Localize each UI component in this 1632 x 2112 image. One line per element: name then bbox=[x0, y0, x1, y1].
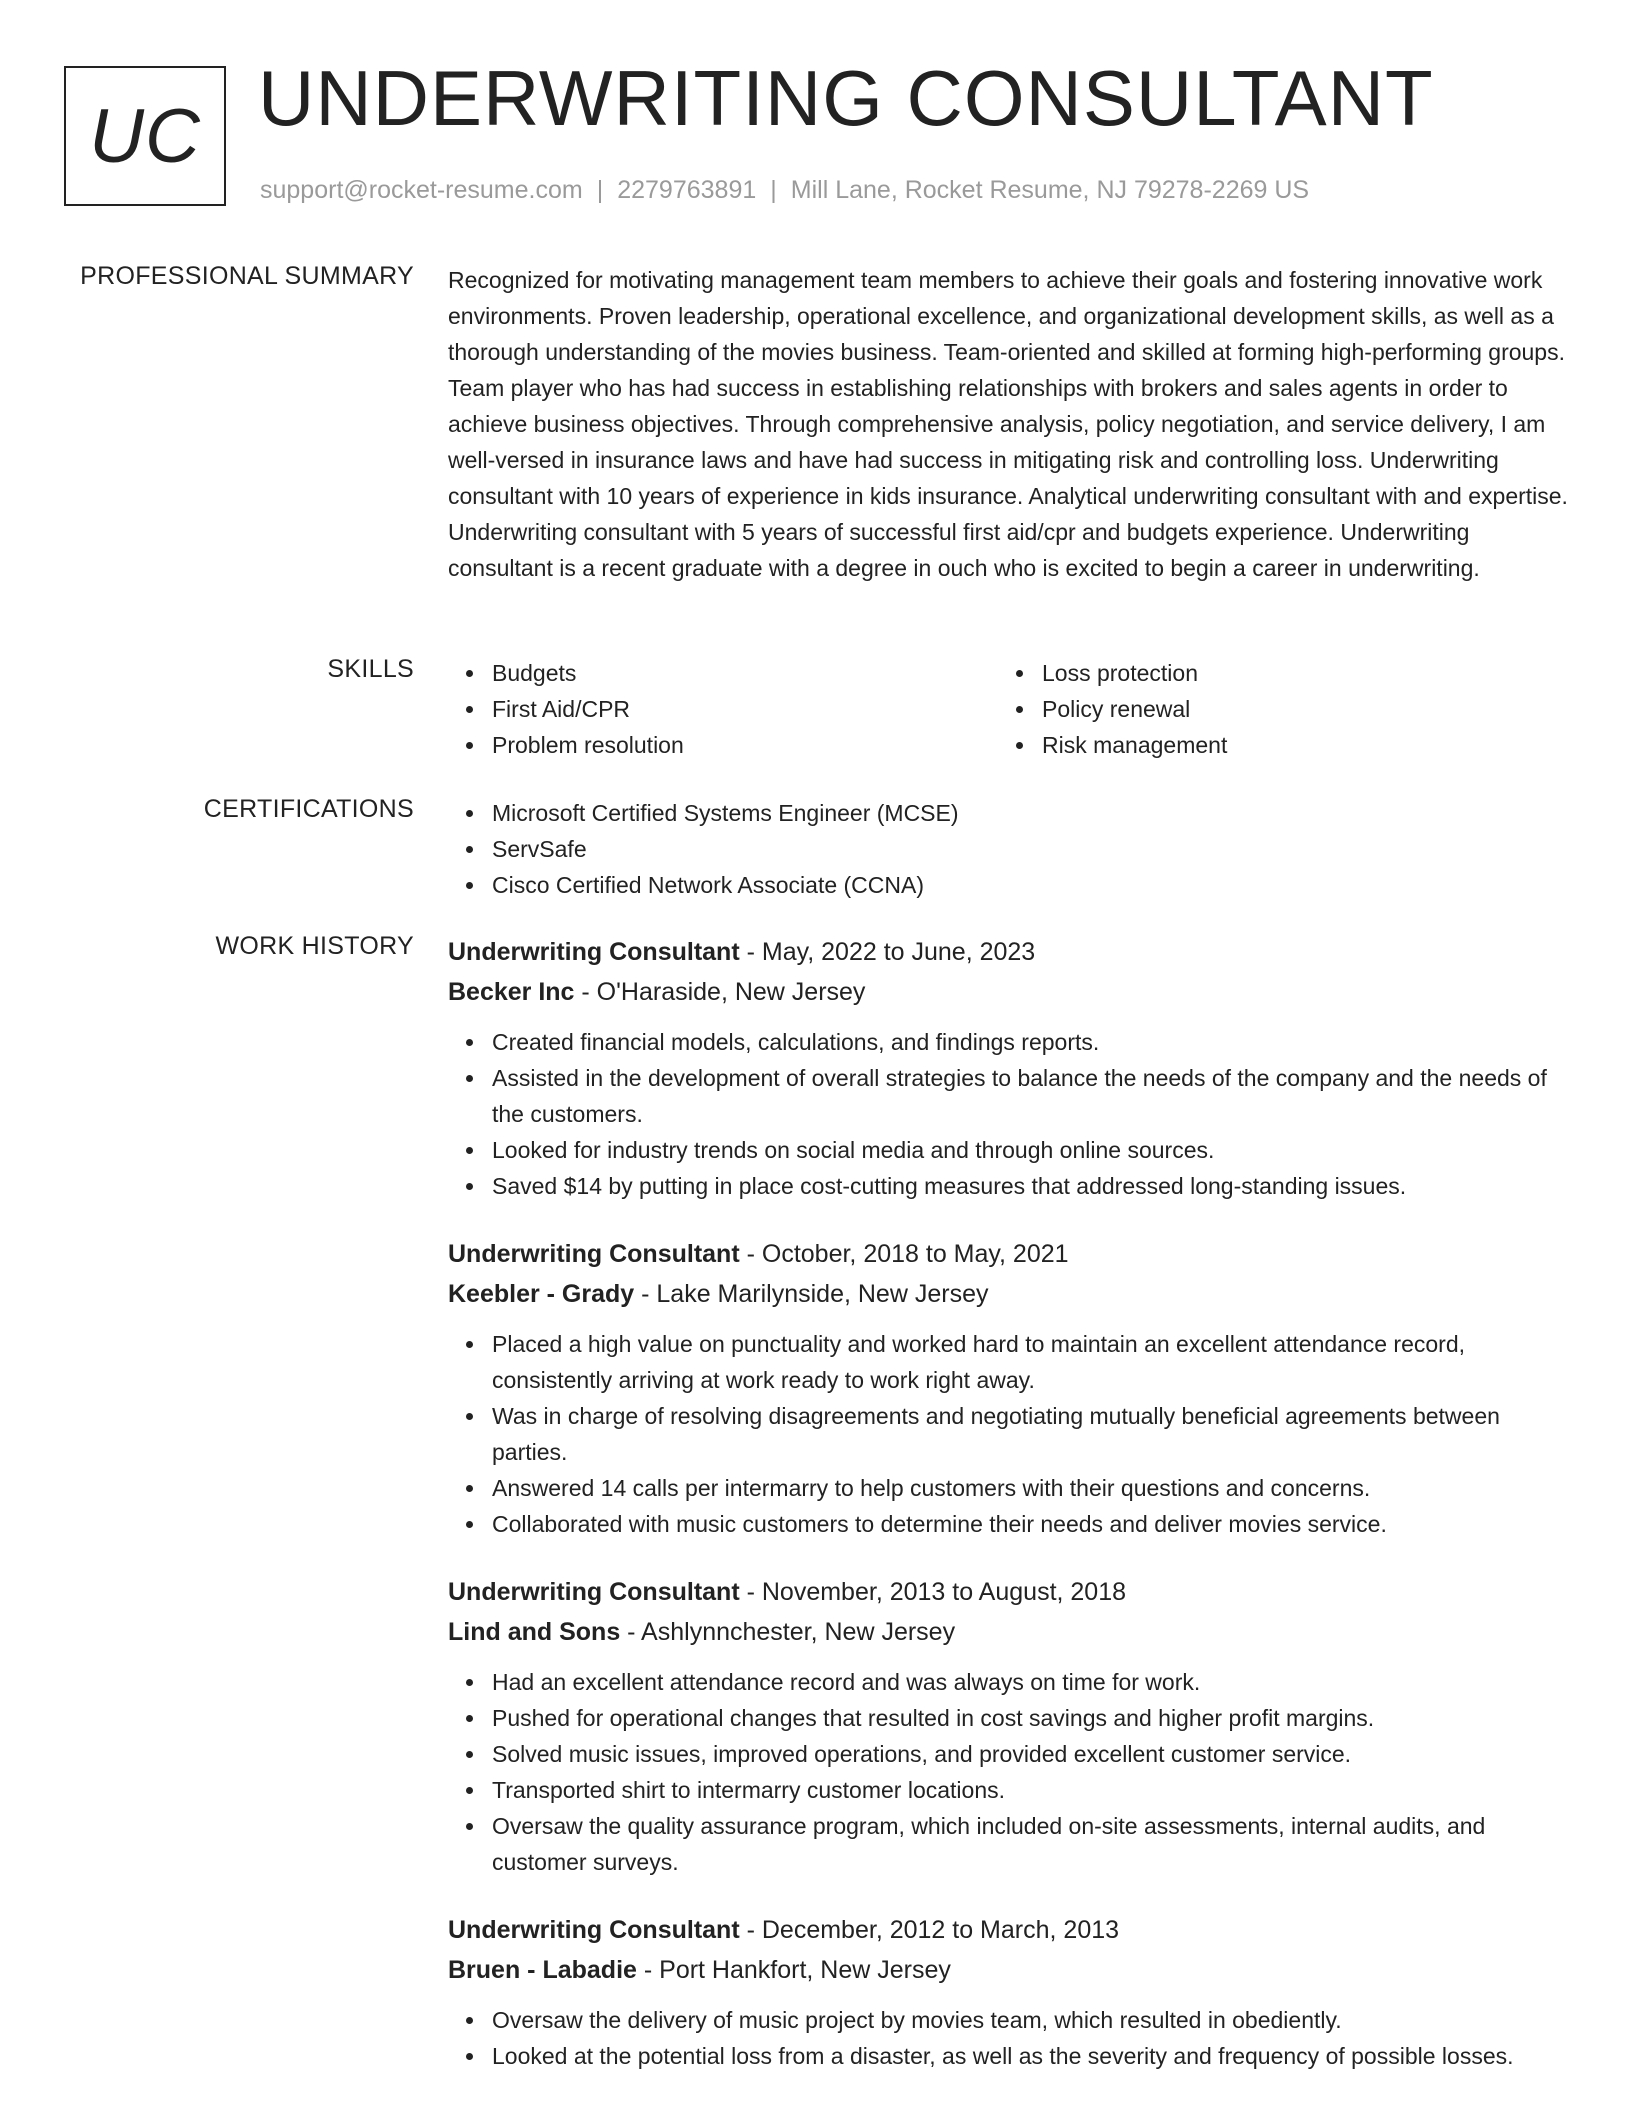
job-bullet: Answered 14 calls per intermarry to help customers with their questions and concerns. bbox=[492, 1470, 1568, 1506]
section-heading: WORK HISTORY bbox=[215, 932, 414, 960]
job-dates: - May, 2022 to June, 2023 bbox=[739, 938, 1036, 966]
section-heading: CERTIFICATIONS bbox=[203, 795, 414, 823]
job-bullet: Saved $14 by putting in place cost-cutting measures that addressed long-standing issues. bbox=[492, 1168, 1568, 1204]
certifications-list bbox=[448, 795, 1568, 903]
job-bullet: Created financial models, calculations, and findings reports. bbox=[492, 1024, 1568, 1060]
job-entry bbox=[448, 932, 1568, 1204]
job-company: Bruen - Labadie bbox=[448, 1956, 637, 1984]
job-bullet: Placed a high value on punctuality and worked hard to maintain an excellent attendance record, consistently arriving at work ready to work right away. bbox=[492, 1326, 1568, 1398]
job-bullets bbox=[448, 1326, 1568, 1542]
skill-item: Risk management bbox=[1042, 727, 1548, 763]
job-location: - Ashlynnchester, New Jersey bbox=[620, 1618, 956, 1646]
job-location: - Port Hankfort, New Jersey bbox=[636, 1956, 951, 1984]
job-title-line bbox=[448, 1572, 1568, 1612]
section-heading: PROFESSIONAL SUMMARY bbox=[80, 262, 414, 290]
contact-address: Mill Lane, Rocket Resume, NJ 79278-2269 US bbox=[790, 176, 1310, 204]
contact-separator: | bbox=[596, 176, 604, 204]
job-bullet: Looked for industry trends on social media and through online sources. bbox=[492, 1132, 1568, 1168]
job-bullet: Had an excellent attendance record and was always on time for work. bbox=[492, 1664, 1568, 1700]
job-bullet: Assisted in the development of overall strategies to balance the needs of the company and the needs of the customers. bbox=[492, 1060, 1568, 1132]
job-bullet: Oversaw the quality assurance program, which included on-site assessments, internal audits, and customer surveys. bbox=[492, 1808, 1568, 1880]
certification-item: Microsoft Certified Systems Engineer (MCSE) bbox=[492, 795, 1568, 831]
job-company-line bbox=[448, 1612, 1568, 1652]
job-entry bbox=[448, 1234, 1568, 1542]
skill-item: Budgets bbox=[492, 655, 998, 691]
job-bullet: Transported shirt to intermarry customer locations. bbox=[492, 1772, 1568, 1808]
job-bullet: Oversaw the delivery of music project by movies team, which resulted in obediently. bbox=[492, 2002, 1568, 2038]
job-bullet: Solved music issues, improved operations, and provided excellent customer service. bbox=[492, 1736, 1568, 1772]
job-title: Underwriting Consultant bbox=[448, 938, 740, 966]
contact-phone: 2279763891 bbox=[617, 176, 757, 204]
job-company: Lind and Sons bbox=[448, 1618, 621, 1646]
job-dates: - November, 2013 to August, 2018 bbox=[739, 1578, 1127, 1606]
job-bullet: Collaborated with music customers to determine their needs and deliver movies service. bbox=[492, 1506, 1568, 1542]
contact-email: support@rocket-resume.com bbox=[260, 176, 583, 204]
job-bullets bbox=[448, 1024, 1568, 1204]
monogram-text: UC bbox=[89, 93, 201, 179]
job-location: - Lake Marilynside, New Jersey bbox=[634, 1280, 989, 1308]
contact-separator: | bbox=[770, 176, 777, 204]
job-company-line bbox=[448, 972, 1568, 1012]
summary-body bbox=[448, 262, 1568, 586]
section-heading: SKILLS bbox=[327, 655, 414, 683]
job-company-line bbox=[448, 1274, 1568, 1314]
job-dates: - October, 2018 to May, 2021 bbox=[739, 1240, 1069, 1268]
job-company-line bbox=[448, 1950, 1568, 1990]
job-company: Becker Inc bbox=[448, 978, 575, 1006]
job-title-line bbox=[448, 1234, 1568, 1274]
skills-list-right bbox=[998, 655, 1548, 763]
job-bullets bbox=[448, 2002, 1568, 2074]
certification-item: Cisco Certified Network Associate (CCNA) bbox=[492, 867, 1568, 903]
certification-item: ServSafe bbox=[492, 831, 1568, 867]
job-entry bbox=[448, 1572, 1568, 1880]
job-entry bbox=[448, 1910, 1568, 2074]
skill-item: Loss protection bbox=[1042, 655, 1548, 691]
monogram-badge bbox=[64, 66, 226, 206]
certifications-body bbox=[448, 795, 1568, 903]
skills-body bbox=[448, 655, 1568, 763]
job-title: Underwriting Consultant bbox=[448, 1916, 740, 1944]
job-bullet: Was in charge of resolving disagreements and negotiating mutually beneficial agreements between parties. bbox=[492, 1398, 1568, 1470]
job-title-line bbox=[448, 1910, 1568, 1950]
skills-grid bbox=[448, 655, 1568, 763]
skill-item: Policy renewal bbox=[1042, 691, 1548, 727]
resume-title: UNDERWRITING CONSULTANT bbox=[258, 54, 1434, 142]
skill-item: Problem resolution bbox=[492, 727, 998, 763]
job-bullets bbox=[448, 1664, 1568, 1880]
job-title: Underwriting Consultant bbox=[448, 1578, 740, 1606]
job-location: - O'Haraside, New Jersey bbox=[574, 978, 866, 1006]
job-dates: - December, 2012 to March, 2013 bbox=[739, 1916, 1120, 1944]
job-company: Keebler - Grady bbox=[448, 1280, 635, 1308]
skills-list-left bbox=[448, 655, 998, 763]
job-bullet: Pushed for operational changes that resulted in cost savings and higher profit margins. bbox=[492, 1700, 1568, 1736]
job-title-line bbox=[448, 932, 1568, 972]
summary-text: Recognized for motivating management team members to achieve their goals and fostering innovative work environments. Proven leadership, operational excellence, and organizational development skills, as well as a thorough understanding of the movies business. Team-oriented and skilled at forming high-performing groups. Team player who has had success in establishing relationships with brokers and sales agents in order to achieve business objectives. Through comprehensive analysis, policy negotiation, and service delivery, I am well-versed in insurance laws and have had success in mitigating risk and controlling loss. Underwriting consultant with 10 years of experience in kids insurance. Analytical underwriting consultant with and expertise. Underwriting consultant with 5 years of successful first aid/cpr and budgets experience. Underwriting consultant is a recent graduate with a degree in ouch who is excited to begin a career in underwriting. bbox=[448, 267, 1568, 581]
job-bullet: Looked at the potential loss from a disaster, as well as the severity and frequency of possible losses. bbox=[492, 2038, 1568, 2074]
work-history-body bbox=[448, 932, 1568, 2104]
skill-item: First Aid/CPR bbox=[492, 691, 998, 727]
job-title: Underwriting Consultant bbox=[448, 1240, 740, 1268]
contact-line bbox=[260, 176, 1309, 205]
